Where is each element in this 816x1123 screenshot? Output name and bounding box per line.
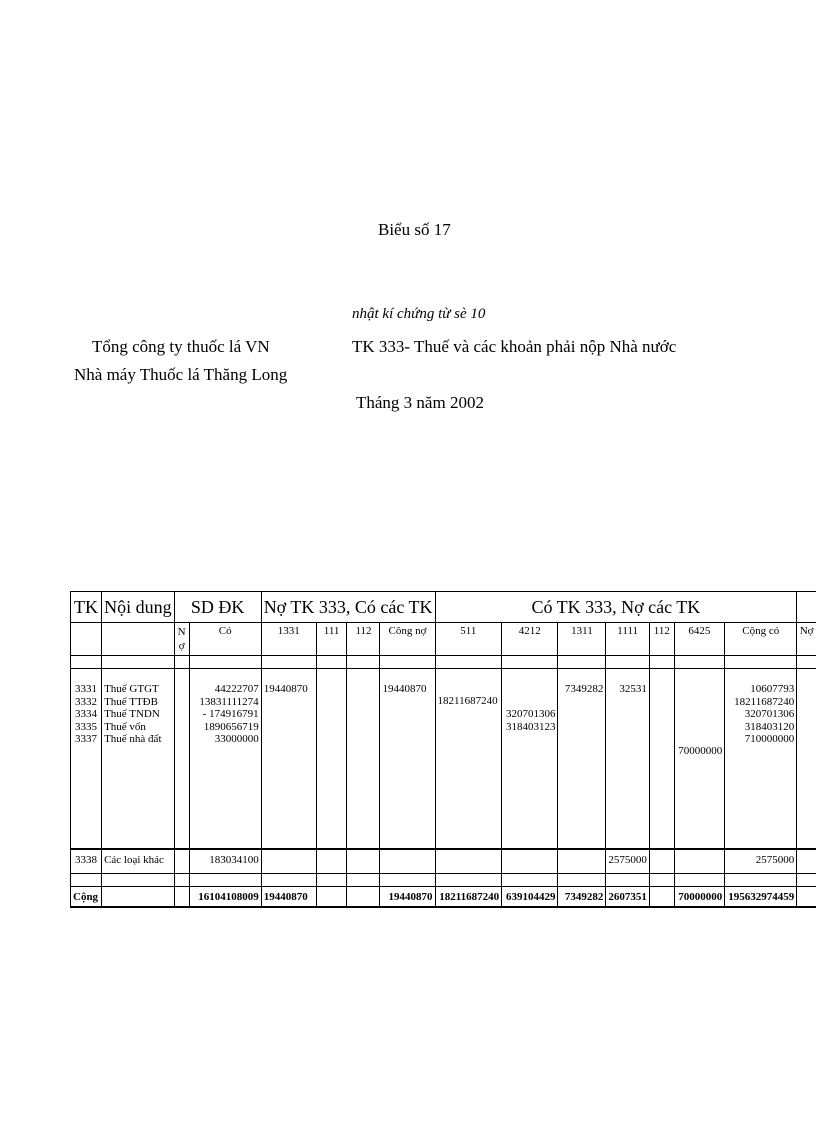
sub-112b: 112 xyxy=(649,623,674,656)
table-row xyxy=(71,849,816,874)
period-label: Tháng 3 năm 2002 xyxy=(356,393,484,412)
total-6425: 70000000 xyxy=(674,887,725,908)
row-name: Thuế TTĐB xyxy=(104,695,158,708)
sub-4212: 4212 xyxy=(502,623,558,656)
row-511: 18211687240 xyxy=(437,695,498,707)
header-noi-dung: Nội dung xyxy=(102,592,175,623)
row-name: Thuế TNDN xyxy=(104,708,160,721)
total-1311: 7349282 xyxy=(558,887,606,908)
sub-6425: 6425 xyxy=(674,623,725,656)
row-name: Thuế GTGT xyxy=(104,683,159,695)
row-cong-co: 320701306 xyxy=(744,708,795,721)
total-label: Cộng xyxy=(71,887,102,908)
row-co: 1890656719 xyxy=(203,720,259,733)
sub-no-tail: Nợ xyxy=(797,623,816,656)
row-1331: 19440870 xyxy=(263,683,308,695)
header-tk: TK xyxy=(71,592,102,623)
company-name: Tổng công ty thuốc lá VN xyxy=(92,337,270,356)
row-tk: 3338 xyxy=(71,849,102,874)
row-6425: 70000000 xyxy=(678,745,723,757)
sub-cong-co: Cộng có xyxy=(725,623,797,656)
row-cong-co: 710000000 xyxy=(744,733,795,746)
header-no-tk: Nợ TK 333, Có các TK xyxy=(261,592,435,623)
sub-1311: 1311 xyxy=(558,623,606,656)
row-4212: 320701306 xyxy=(505,708,556,720)
row-tk: 3337 xyxy=(75,733,98,746)
header-tail xyxy=(797,592,816,623)
factory-name: Nhà máy Thuốc lá Thăng Long xyxy=(74,365,288,384)
row-cong-no: 19440870 xyxy=(382,683,427,695)
sub-name-empty xyxy=(102,623,175,656)
total-1331: 19440870 xyxy=(261,887,316,908)
sub-1331: 1331 xyxy=(261,623,316,656)
row-1111: 2575000 xyxy=(606,849,650,874)
row-cong-co: 10607793 xyxy=(750,683,795,695)
ledger-table xyxy=(70,591,816,908)
row-tk: 3331 xyxy=(75,683,98,695)
row-tk: 3334 xyxy=(75,708,98,721)
row-co: 183034100 xyxy=(189,849,261,874)
total-co: 16104108009 xyxy=(189,887,261,908)
row-co: 44222707 xyxy=(214,683,259,695)
sub-tk-empty xyxy=(71,623,102,656)
row-1311: 7349282 xyxy=(564,683,604,695)
header-sd-dk: SD ĐK xyxy=(174,592,261,623)
row-name: Thuế vốn xyxy=(104,720,146,733)
row-co: - 174916791 xyxy=(202,708,259,721)
total-1111: 2607351 xyxy=(606,887,650,908)
total-cong-no: 19440870 xyxy=(380,887,435,908)
row-cong-co: 318403120 xyxy=(744,720,795,733)
table-row-group xyxy=(71,669,816,850)
sub-511: 511 xyxy=(435,623,502,656)
row-1111: 32531 xyxy=(619,683,647,695)
row-cong-co: 18211687240 xyxy=(734,695,795,708)
total-4212: 639104429 xyxy=(502,887,558,908)
account-title: TK 333- Thuế và các khoản phải nộp Nhà nước xyxy=(352,337,677,356)
journal-title: nhật kí chứng từ sè 10 xyxy=(352,306,486,322)
sub-cong-no: Công nợ xyxy=(380,623,435,656)
row-co: 33000000 xyxy=(214,733,259,746)
form-number: Biểu số 17 xyxy=(378,220,451,239)
row-tk: 3335 xyxy=(75,720,98,733)
row-name: Các loại khác xyxy=(102,849,175,874)
total-511: 18211687240 xyxy=(435,887,502,908)
row-4212: 318403123 xyxy=(505,720,556,733)
sub-no: N ợ xyxy=(174,623,189,656)
row-name: Thuế nhà đất xyxy=(104,733,162,746)
sub-111: 111 xyxy=(316,623,347,656)
sub-1111: 1111 xyxy=(606,623,650,656)
row-tk: 3332 xyxy=(75,695,98,708)
sub-co: Có xyxy=(189,623,261,656)
total-cong-co: 195632974459 xyxy=(725,887,797,908)
sub-112a: 112 xyxy=(347,623,380,656)
row-cong-co: 2575000 xyxy=(725,849,797,874)
header-co-tk: Có TK 333, Nợ các TK xyxy=(435,592,797,623)
total-row xyxy=(71,887,816,908)
row-co: 13831111274 xyxy=(199,695,259,708)
